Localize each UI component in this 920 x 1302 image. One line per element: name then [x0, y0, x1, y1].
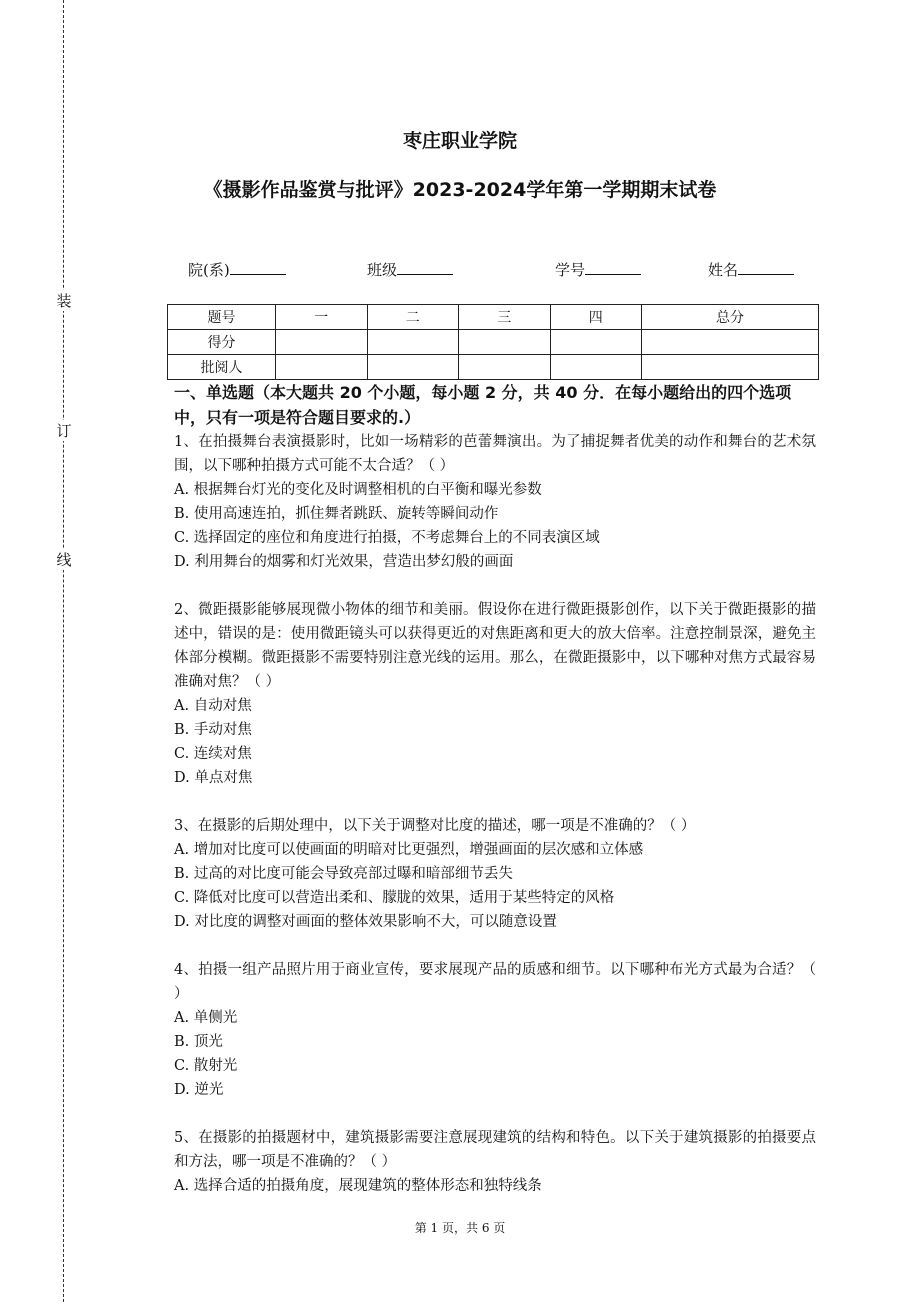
- option-c: C. 连续对焦: [174, 746, 252, 762]
- question-stem: 4、拍摄一组产品照片用于商业宣传，要求展现产品的质感和细节。以下哪种布光方式最为合适？（ ）: [174, 962, 816, 1002]
- question-1: [174, 430, 816, 574]
- page-footer: 第 1 页，共 6 页: [414, 1221, 506, 1235]
- score-cell[interactable]: [642, 355, 819, 380]
- score-row-header: [168, 305, 819, 330]
- score-cell[interactable]: [459, 330, 551, 355]
- score-cell[interactable]: [276, 355, 368, 380]
- score-cell: 批阅人: [168, 355, 276, 380]
- option-c: C. 选择固定的座位和角度进行拍摄，不考虑舞台上的不同表演区域: [174, 530, 600, 546]
- score-row-grader: [168, 355, 819, 380]
- option-c: C. 散射光: [174, 1058, 238, 1074]
- school-name: 枣庄职业学院: [402, 130, 517, 152]
- score-cell[interactable]: [550, 355, 642, 380]
- option-d: D. 利用舞台的烟雾和灯光效果，营造出梦幻般的画面: [174, 554, 514, 570]
- score-cell[interactable]: [367, 355, 459, 380]
- question-4: [174, 958, 816, 1102]
- option-d: D. 对比度的调整对画面的整体效果影响不大，可以随意设置: [174, 914, 557, 930]
- score-cell[interactable]: [550, 330, 642, 355]
- option-d: D. 逆光: [174, 1082, 224, 1098]
- score-cell: 三: [459, 305, 551, 330]
- question-stem: 5、在摄影的拍摄题材中，建筑摄影需要注意展现建筑的结构和特色。以下关于建筑摄影的拍摄要点和方法，哪一项是不准确的？（ ）: [174, 1130, 816, 1170]
- option-d: D. 单点对焦: [174, 770, 253, 786]
- question-stem: 2、微距摄影能够展现微小物体的细节和美丽。假设你在进行微距摄影创作，以下关于微距摄影的描述中，错误的是：使用微距镜头可以获得更近的对焦距离和更大的放大倍率。注意控制景深，避免主体部分模糊。微距摄影不需要特别注意光线的运用。那么，在微距摄影中，以下哪种对焦方式最容易准确对焦？（ ）: [174, 602, 816, 690]
- question-stem: 3、在摄影的后期处理中，以下关于调整对比度的描述，哪一项是不准确的？（ ）: [174, 818, 696, 834]
- binding-char-xian: 线: [56, 551, 72, 569]
- binding-char-zhuang: 装: [56, 292, 72, 310]
- score-cell: 二: [367, 305, 459, 330]
- binding-char-ding: 订: [56, 422, 72, 440]
- option-a: A. 单侧光: [174, 1010, 238, 1026]
- option-c: C. 降低对比度可以营造出柔和、朦胧的效果，适用于某些特定的风格: [174, 890, 615, 906]
- score-cell: 四: [550, 305, 642, 330]
- option-a: A. 根据舞台灯光的变化及时调整相机的白平衡和曝光参数: [174, 482, 542, 498]
- score-cell[interactable]: [642, 330, 819, 355]
- option-a: A. 选择合适的拍摄角度，展现建筑的整体形态和独特线条: [174, 1178, 542, 1194]
- score-cell[interactable]: [367, 330, 459, 355]
- field-department[interactable]: 院(系): [188, 259, 286, 280]
- option-b: B. 使用高速连拍，抓住舞者跳跃、旋转等瞬间动作: [174, 506, 499, 522]
- score-cell: 题号: [168, 305, 276, 330]
- score-cell: 得分: [168, 330, 276, 355]
- option-b: B. 过高的对比度可能会导致亮部过曝和暗部细节丢失: [174, 866, 513, 882]
- score-cell[interactable]: [459, 355, 551, 380]
- field-class[interactable]: 班级: [367, 259, 453, 280]
- score-cell: 总分: [642, 305, 819, 330]
- question-stem: 1、在拍摄舞台表演摄影时，比如一场精彩的芭蕾舞演出。为了捕捉舞者优美的动作和舞台的艺术氛围，以下哪种拍摄方式可能不太合适？（ ）: [174, 434, 816, 474]
- option-a: A. 自动对焦: [174, 698, 252, 714]
- option-a: A. 增加对比度可以使画面的明暗对比更强烈，增强画面的层次感和立体感: [174, 842, 644, 858]
- score-cell: 一: [276, 305, 368, 330]
- question-5: [174, 1126, 816, 1198]
- option-b: B. 手动对焦: [174, 722, 252, 738]
- question-content: [174, 380, 816, 1222]
- field-name[interactable]: 姓名: [708, 259, 794, 280]
- exam-title: 《摄影作品鉴赏与批评》2023-2024学年第一学期期末试卷: [203, 179, 717, 201]
- option-b: B. 顶光: [174, 1034, 223, 1050]
- section-intro: 一、单选题（本大题共 20 个小题，每小题 2 分，共 40 分．在每小题给出的四个选项中，只有一项是符合题目要求的.）: [174, 383, 792, 427]
- score-cell[interactable]: [276, 330, 368, 355]
- question-3: [174, 814, 816, 934]
- question-2: [174, 598, 816, 790]
- score-table: [167, 304, 819, 380]
- field-student-id[interactable]: 学号: [555, 259, 641, 280]
- score-row-points: [168, 330, 819, 355]
